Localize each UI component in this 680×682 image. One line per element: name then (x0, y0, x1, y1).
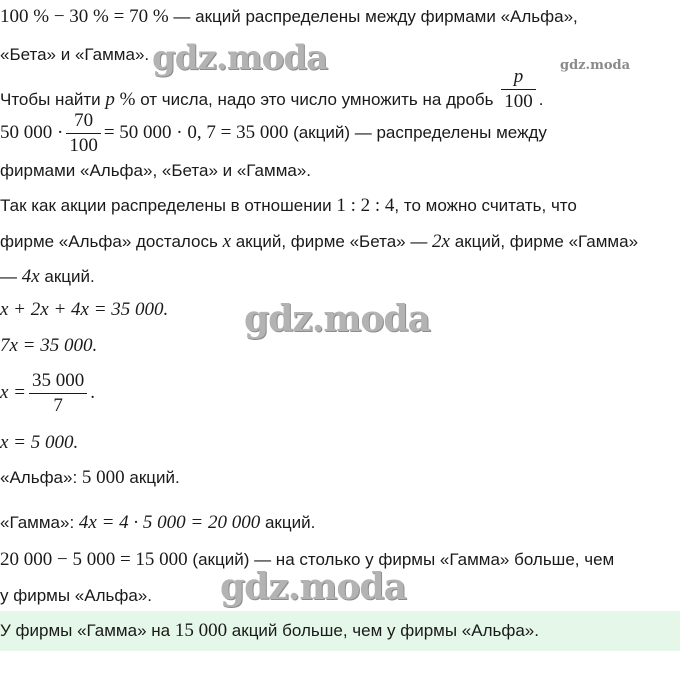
text: «Гамма»: (0, 513, 79, 532)
solution-line-8 (0, 266, 95, 288)
fraction-denominator: 7 (29, 393, 87, 417)
math-lhs: x = (0, 381, 27, 403)
math-ratio: 1 : 2 : 4 (336, 195, 395, 216)
fraction (29, 370, 87, 417)
text: Так как акции распределены в отношении (0, 196, 337, 215)
equation-3 (0, 370, 95, 417)
watermark: gdz.moda (244, 298, 430, 340)
alpha-result (0, 467, 180, 489)
math-var: x (222, 231, 231, 252)
math-expression: 20 000 − 5 000 = 15 000 (0, 549, 188, 570)
solution-line-1 (0, 6, 578, 28)
equation-1: x + 2x + 4x = 35 000. (0, 299, 169, 320)
text: «Альфа»: (0, 468, 82, 487)
fraction-numerator: 70 (74, 110, 94, 131)
text: акций. (39, 267, 95, 286)
math-percent: % (114, 88, 136, 110)
fraction (66, 110, 101, 157)
answer-box (0, 611, 680, 651)
text: акций больше, чем у фирмы «Альфа». (227, 621, 539, 640)
text: — акций распределены между фирмами «Альфа», (168, 7, 578, 26)
solution-line-2 (0, 44, 149, 66)
watermark: gdz.moda (560, 58, 631, 73)
math-var: 2x (432, 231, 450, 252)
text: (акций) — распределены между (288, 122, 547, 142)
gamma-result (0, 512, 315, 534)
solution-line-6 (0, 195, 577, 217)
answer-text (0, 620, 539, 642)
math-expression: 50 000 · (0, 121, 64, 143)
text: , то можно считать, что (394, 196, 577, 215)
text: (акций) — на столько у фирмы «Гамма» больше, чем (187, 550, 615, 569)
text: фирмами «Альфа», «Бета» и «Гамма». (0, 161, 312, 180)
text: акций, фирме «Бета» — (231, 232, 433, 251)
math-var: p (105, 88, 115, 110)
text: акций, фирме «Гамма» (449, 232, 639, 251)
math-expression: = 50 000 · 0, 7 = 35 000 (103, 121, 289, 143)
text: фирме «Альфа» досталось (0, 232, 223, 251)
text: . (538, 89, 544, 109)
math-percent: 100 % − 30 % = 70 % (0, 6, 169, 27)
text: акций. (124, 468, 180, 487)
math-value: 15 000 (174, 620, 228, 641)
fraction-numerator: p (513, 66, 524, 87)
math-value: 5 000 (81, 467, 125, 488)
text: «Бета» и «Гамма». (0, 45, 150, 64)
solution-line-4 (0, 110, 547, 157)
text: у фирмы «Альфа». (0, 586, 152, 605)
math-expression: 4x = 4 · 5 000 = 20 000 (78, 512, 261, 533)
difference-line-2 (0, 585, 152, 607)
watermark: gdz.moda (220, 566, 406, 608)
fraction-denominator: 100 (501, 89, 536, 113)
text: акций. (260, 513, 316, 532)
solution-line-5 (0, 160, 311, 182)
math-var: 4x (21, 266, 40, 287)
fraction-denominator: 100 (66, 133, 101, 157)
equation-2: 7x = 35 000. (0, 335, 98, 356)
watermark: gdz.moda (152, 38, 328, 78)
solution-line-7 (0, 231, 638, 253)
text: — (0, 267, 22, 286)
text: У фирмы «Гамма» на (0, 621, 175, 640)
fraction (501, 66, 536, 113)
text: Чтобы найти (0, 89, 106, 109)
text: от числа, надо это число умножить на дробь (135, 89, 499, 109)
equation-4: x = 5 000. (0, 432, 79, 453)
text: . (90, 381, 96, 403)
fraction-numerator: 35 000 (32, 370, 85, 391)
